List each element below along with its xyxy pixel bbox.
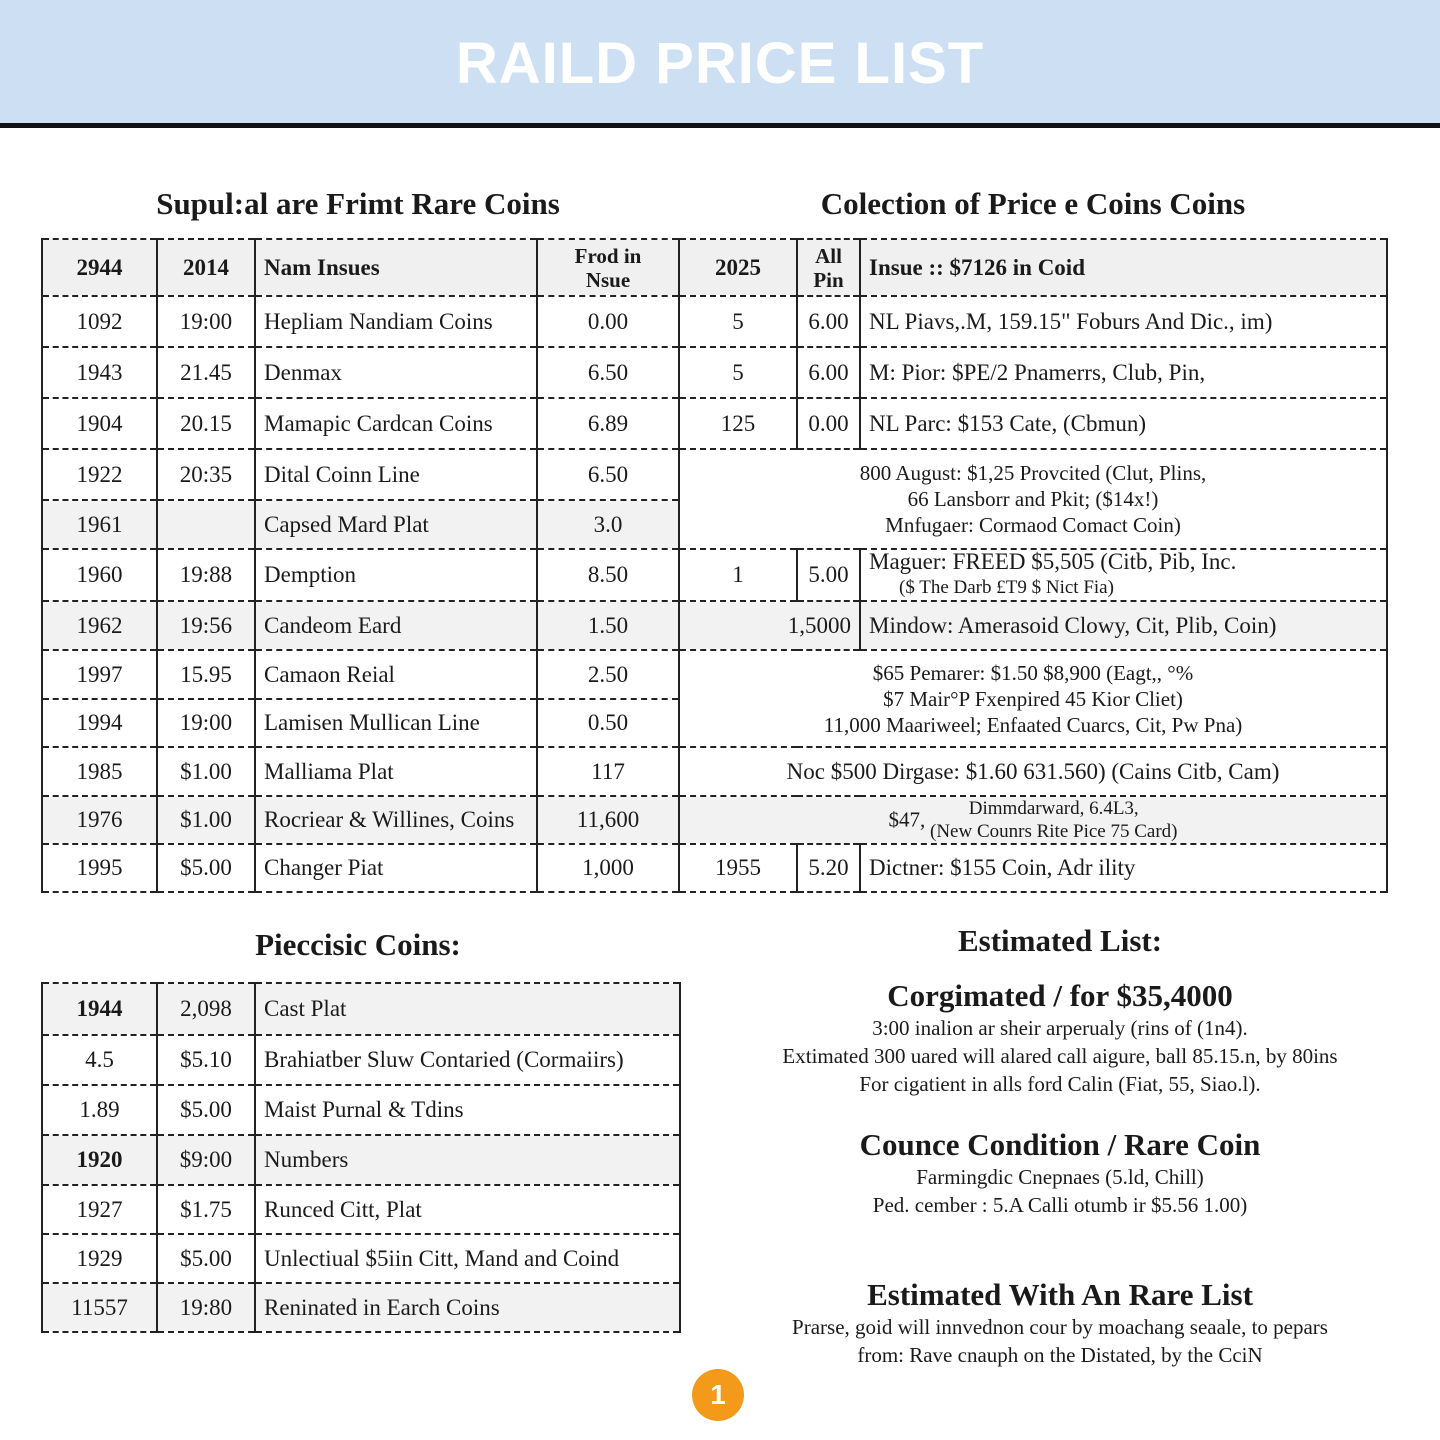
merged-note-cell — [679, 796, 1387, 844]
cell: 1994 — [42, 699, 157, 747]
estimated-s2-title: Counce Condition / Rare Coin — [859, 1127, 1261, 1162]
cell: 1944 — [42, 983, 157, 1035]
cell: 19:88 — [157, 549, 255, 601]
left-section-title: Supul:al are Frimt Rare Coins — [156, 186, 560, 221]
cell: 1,000 — [537, 844, 679, 892]
cell: Changer Piat — [255, 844, 537, 892]
cell: $1.00 — [157, 747, 255, 796]
cell: Malliama Plat — [255, 747, 537, 796]
cell: 1.50 — [537, 601, 679, 650]
cell: 15.95 — [157, 650, 255, 699]
note-line: $7 Mair°P Fxenpired 45 Kior Cliet) — [883, 686, 1183, 711]
cell — [157, 500, 255, 549]
estimated-s2-line: Farmingdic Cnepnaes (5.ld, Chill) — [916, 1165, 1204, 1189]
note-line: Maguer: FREED $5,505 (Citb, Pib, Inc. — [869, 549, 1237, 574]
cell: 6.89 — [537, 398, 679, 449]
cell: Hepliam Nandiam Coins — [255, 296, 537, 347]
note-line: $65 Pemarer: $1.50 $8,900 (Eagt,, °% — [872, 660, 1194, 685]
cell: Capsed Mard Plat — [255, 500, 537, 549]
estimated-s1-title: Corgimated / for $35,4000 — [887, 978, 1233, 1013]
cell: 125 — [679, 398, 797, 449]
estimated-s3-line: from: Rave cnauph on the Distated, by the CciN — [857, 1343, 1263, 1367]
cell: Dital Coinn Line — [255, 449, 537, 500]
header-line: Pin — [813, 267, 844, 292]
cell: NL Piavs,.M, 159.15" Foburs And Dic., im) — [860, 296, 1387, 347]
cell: 19:00 — [157, 296, 255, 347]
cell: M: Pior: $PE/2 Pnamerrs, Club, Pin, — [860, 347, 1387, 398]
cell: $1.75 — [157, 1185, 255, 1234]
cell: 1.89 — [42, 1085, 157, 1135]
table-row — [42, 1185, 680, 1234]
cell: 1092 — [42, 296, 157, 347]
cell: Candeom Eard — [255, 601, 537, 650]
estimated-s3-line: Prarse, goid will innvednon cour by moachang seaale, to pepars — [792, 1315, 1328, 1339]
price-table-header — [42, 239, 1387, 296]
cell: Mindow: Amerasoid Clowy, Cit, Plib, Coin) — [860, 601, 1387, 650]
cell: 1985 — [42, 747, 157, 796]
pieccisic-table — [41, 982, 681, 1333]
cell: 3.0 — [537, 500, 679, 549]
table-row — [42, 549, 1387, 601]
cell: Brahiatber Sluw Contaried (Cormaiirs) — [255, 1035, 680, 1085]
cell: 1920 — [42, 1135, 157, 1185]
cell: 11,600 — [537, 796, 679, 844]
cell: 20.15 — [157, 398, 255, 449]
cell: Demption — [255, 549, 537, 601]
header-cell: Nam Insues — [255, 239, 537, 296]
cell: 1904 — [42, 398, 157, 449]
cell: 1995 — [42, 844, 157, 892]
cell: 20:35 — [157, 449, 255, 500]
cell: 6.00 — [797, 296, 860, 347]
cell: 1960 — [42, 549, 157, 601]
cell: 5.00 — [797, 549, 860, 601]
cell: 4.5 — [42, 1035, 157, 1085]
cell: 2.50 — [537, 650, 679, 699]
cell: Lamisen Mullican Line — [255, 699, 537, 747]
note-line: Mnfugaer: Cormaod Comact Coin) — [885, 513, 1181, 537]
estimated-s1-line: Extimated 300 uared will alared call aigure, ball 85.15.n, by 80ins — [782, 1044, 1338, 1068]
cell: $1.00 — [157, 796, 255, 844]
cell: Denmax — [255, 347, 537, 398]
cell: 1,5000 — [679, 601, 860, 650]
cell: 1961 — [42, 500, 157, 549]
cell: 1955 — [679, 844, 797, 892]
table-row — [42, 1234, 680, 1283]
header-line: Nsue — [585, 267, 631, 292]
estimated-s1-line: For cigatient in alls ford Calin (Fiat, 55, Siao.l). — [859, 1072, 1261, 1096]
cell: Dictner: $155 Coin, Adr ility — [860, 844, 1387, 892]
header-cell — [537, 239, 679, 296]
note-line: (New Counrs Rite Pice 75 Card) — [930, 821, 1178, 842]
header-cell: 2025 — [679, 239, 797, 296]
cell: 117 — [537, 747, 679, 796]
merged-note-cell: Noc $500 Dirgase: $1.60 631.560) (Cains Citb, Cam) — [679, 747, 1387, 796]
header-line: Frod in — [574, 243, 642, 268]
cell: $5.00 — [157, 1085, 255, 1135]
cell: 8.50 — [537, 549, 679, 601]
cell: 1922 — [42, 449, 157, 500]
estimated-s2-line: Ped. cember : 5.A Calli otumb ir $5.56 1.00) — [872, 1193, 1248, 1217]
cell: 2,098 — [157, 983, 255, 1035]
header-line: All — [815, 243, 842, 268]
cell: 1943 — [42, 347, 157, 398]
table-row — [42, 1035, 680, 1085]
cell: $9:00 — [157, 1135, 255, 1185]
header-cell: 2014 — [157, 239, 255, 296]
cell: 19:80 — [157, 1283, 255, 1332]
table-row — [42, 601, 1387, 650]
cell: 19:56 — [157, 601, 255, 650]
cell: Cast Plat — [255, 983, 680, 1035]
cell: 21.45 — [157, 347, 255, 398]
cell: 0.00 — [537, 296, 679, 347]
table-row — [42, 650, 1387, 699]
cell: 11557 — [42, 1283, 157, 1332]
merged-note-cell — [679, 449, 1387, 549]
note-line: ($ The Darb £T9 $ Nict Fia) — [899, 577, 1114, 598]
cell: $5.00 — [157, 1234, 255, 1283]
cell: NL Parc: $153 Cate, (Cbmun) — [860, 398, 1387, 449]
cell: 19:00 — [157, 699, 255, 747]
cell: 1997 — [42, 650, 157, 699]
table-row — [42, 296, 1387, 347]
cell: $5.00 — [157, 844, 255, 892]
table-row — [42, 844, 1387, 892]
cell: 6.50 — [537, 347, 679, 398]
header-cell — [797, 239, 860, 296]
table-row — [42, 398, 1387, 449]
cell: Camaon Reial — [255, 650, 537, 699]
right-section-title: Colection of Price e Coins Coins — [820, 186, 1246, 221]
table-row — [42, 1085, 680, 1135]
estimated-section-2 — [720, 1127, 1400, 1219]
cell — [860, 549, 1387, 601]
cell: 5 — [679, 347, 797, 398]
cell: 5 — [679, 296, 797, 347]
cell: 6.00 — [797, 347, 860, 398]
cell: 1962 — [42, 601, 157, 650]
cell: 6.50 — [537, 449, 679, 500]
estimated-title: Estimated List: — [957, 923, 1163, 958]
estimated-s3-title: Estimated With An Rare List — [867, 1277, 1253, 1312]
estimated-section-3 — [720, 1277, 1400, 1369]
cell: 1 — [679, 549, 797, 601]
note-line: 11,000 Maariweel; Enfaated Cuarcs, Cit, Pw Pna) — [823, 712, 1243, 737]
note-line: Dimmdarward, 6.4L3, — [968, 798, 1139, 819]
price-table — [41, 238, 1388, 893]
cell: 0.50 — [537, 699, 679, 747]
cell: 5.20 — [797, 844, 860, 892]
table-row — [42, 796, 1387, 844]
cell: $5.10 — [157, 1035, 255, 1085]
estimated-list-heading — [720, 923, 1400, 959]
cell: 1976 — [42, 796, 157, 844]
cell: Rocriear & Willines, Coins — [255, 796, 537, 844]
header-cell: Insue :: $7126 in Coid — [860, 239, 1387, 296]
cell: 1929 — [42, 1234, 157, 1283]
cell: Mamapic Cardcan Coins — [255, 398, 537, 449]
table-row — [42, 747, 1387, 796]
cell: Runced Citt, Plat — [255, 1185, 680, 1234]
cell: 0.00 — [797, 398, 860, 449]
merged-note-cell — [679, 650, 1387, 747]
table-row — [42, 1283, 680, 1332]
cell: Unlectiual $5iin Citt, Mand and Coind — [255, 1234, 680, 1283]
cell: Maist Purnal & Tdins — [255, 1085, 680, 1135]
estimated-s1-line: 3:00 inalion ar sheir arperualy (rins of (1n4). — [872, 1016, 1248, 1040]
table-row — [42, 983, 680, 1035]
table-row — [42, 449, 1387, 500]
estimated-section-1 — [720, 978, 1400, 1098]
note-line: 800 August: $1,25 Provcited (Clut, Plins, — [859, 461, 1207, 485]
page-title: RAILD PRICE LIST — [455, 31, 985, 96]
table-row — [42, 1135, 680, 1185]
cell: 1927 — [42, 1185, 157, 1234]
note-block — [930, 797, 1177, 843]
pieccisic-title: Pieccisic Coins: — [255, 927, 461, 962]
cell: Numbers — [255, 1135, 680, 1185]
header-cell: 2944 — [42, 239, 157, 296]
note-line: $47, — [888, 807, 926, 832]
page-number-badge: 1 — [692, 1369, 744, 1421]
table-row — [42, 347, 1387, 398]
title-banner — [0, 0, 1440, 128]
note-line: 66 Lansborr and Pkit; ($14x!) — [907, 487, 1159, 511]
cell: Reninated in Earch Coins — [255, 1283, 680, 1332]
